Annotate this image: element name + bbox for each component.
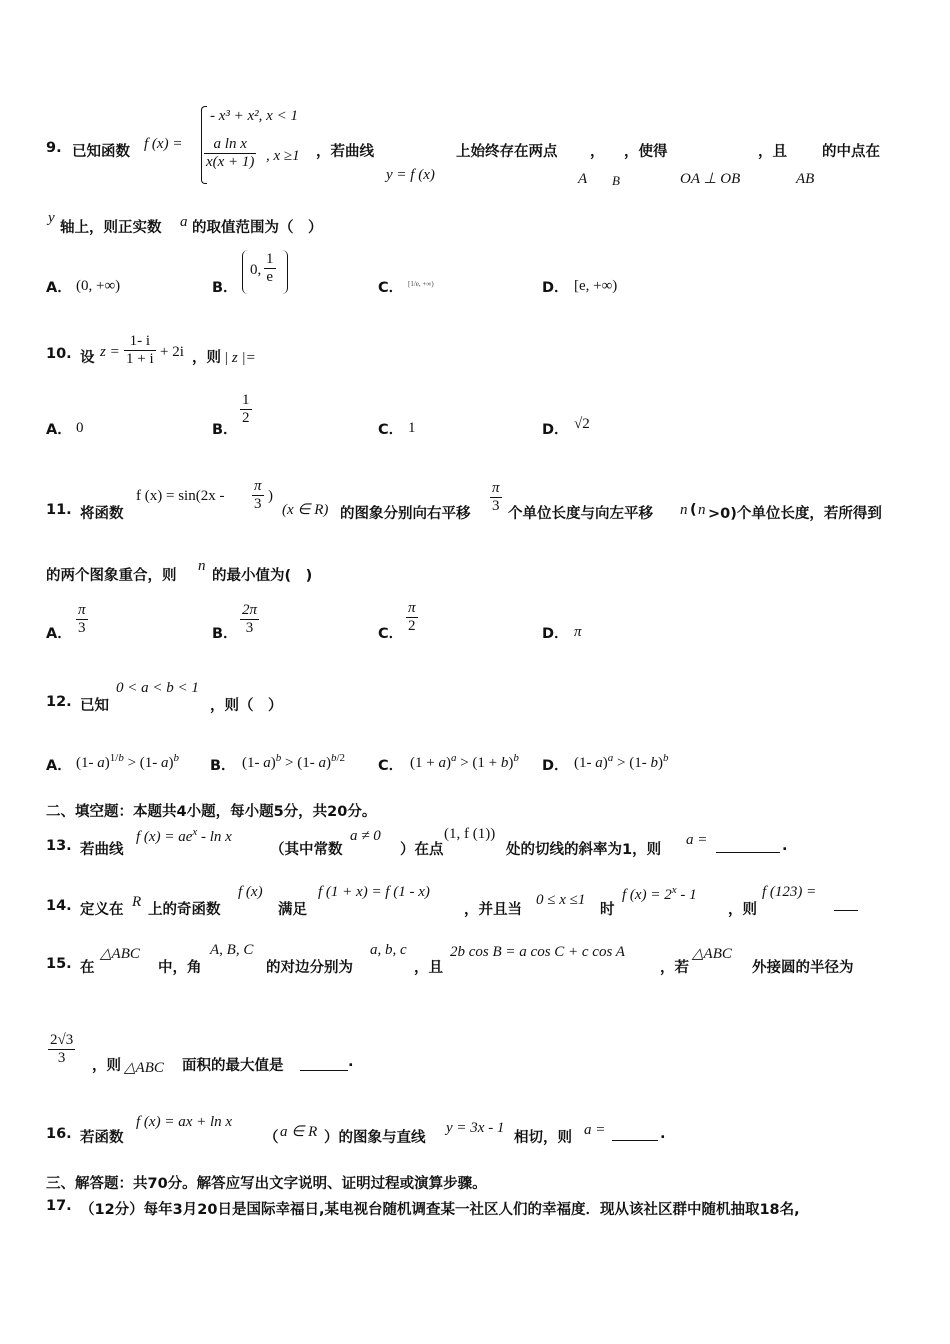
q15-answer-blank[interactable] — [300, 1070, 348, 1071]
q16-text3: 相切，则 — [514, 1130, 572, 1146]
q9-number: 9. — [46, 140, 62, 156]
q9-option-c-value: [1/e, +∞) — [408, 280, 434, 288]
q16-fx: f (x) = ax + ln x — [136, 1114, 233, 1130]
q9-text5: 的中点在 — [822, 144, 880, 160]
q13-answer-blank[interactable] — [716, 852, 780, 853]
q11-text1: 的图象分别向右平移 — [340, 506, 471, 522]
q15-text1: 中，角 — [158, 960, 202, 976]
q14-fx2: f $(x) = 2^x - 1$ — [622, 884, 697, 903]
q12-option-c-label: C． — [378, 758, 404, 774]
q9-perp: OA ⊥ OB — [680, 171, 741, 187]
q9-option-b-frac: $\frac{1}{e}$ — [266, 251, 274, 285]
q13-text2: ）在点 — [400, 842, 444, 858]
q9-option-a-value: (0, +∞) — [76, 278, 121, 294]
q16-number: 16. — [46, 1126, 72, 1142]
q11-text2: 个单位长度与向左平移 — [508, 506, 653, 522]
q10-option-c-label: C． — [378, 422, 404, 438]
q9-piece2-num: a ln x — [213, 136, 247, 152]
q9-fx: f (x) = — [144, 136, 183, 152]
q16-text1: （ — [264, 1130, 279, 1146]
q11-option-a-frac: $\frac{\pi}{3}$ — [78, 602, 86, 636]
q9-ab: AB — [796, 171, 815, 187]
q17-text: （12分）每年3月20日是国际幸福日,某电视台随机调查某一社区人们的幸福度．现从该社区群中随机抽取18名, — [80, 1202, 800, 1218]
q9-text1: ，若曲线 — [316, 144, 374, 160]
q9-sep: ， — [590, 144, 605, 160]
q11-option-b-frac: $\frac{2\pi}{3}$ — [242, 602, 258, 636]
q11-option-d-value: π — [574, 624, 582, 640]
q14-ask: f (123) = — [762, 884, 817, 900]
q10-option-b-label: B． — [212, 422, 238, 438]
q16-line: y = 3x - 1 — [446, 1120, 505, 1136]
q9-piece2-frac — [204, 136, 256, 170]
q9-option-a-label: A． — [46, 280, 72, 296]
q15-number: 15. — [46, 956, 72, 972]
q11-n2: n — [698, 502, 706, 518]
q13-end: . — [782, 838, 788, 854]
q9-option-c-label: C． — [378, 280, 404, 296]
q12-option-a-value: (1- a)$^{1/b}$ > (1- a)$^b$ — [76, 752, 180, 771]
q12-option-b-value: (1- a)$^b$ > (1- a)$^{b/2}$ — [242, 752, 346, 771]
q14-text3: ，并且当 — [464, 902, 522, 918]
q11-lead: 将函数 — [80, 506, 124, 522]
q10-lead: 设 — [80, 350, 95, 366]
q10-plus: + 2i — [160, 344, 184, 360]
q15-angles: A, B, C — [210, 942, 254, 958]
q14-equation: f (1 + x) = f (1 - x) — [318, 884, 430, 900]
q10-number: 10. — [46, 346, 72, 362]
q12-condition: 0 < a < b < 1 — [116, 680, 199, 696]
q9-piece1: - x³ + x², x < 1 — [210, 108, 298, 124]
q10-frac-den: 1 + i — [126, 350, 154, 367]
q14-fx: f (x) — [238, 884, 263, 900]
q9-option-b-label: B． — [212, 280, 238, 296]
q11-option-c-frac: $\frac{\pi}{2}$ — [408, 600, 416, 634]
q14-lead: 定义在 — [80, 902, 124, 918]
q10-frac — [124, 333, 156, 367]
q10-abs: | z |= — [224, 350, 256, 366]
q11-close: ) — [268, 488, 273, 504]
q15-text2: 的对边分别为 — [266, 960, 353, 976]
q11-number: 11. — [46, 502, 72, 518]
q11-option-b-label: B． — [212, 626, 238, 642]
q15-end: . — [348, 1054, 354, 1070]
q13-text3: 处的切线的斜率为1，则 — [506, 842, 662, 858]
q15-triangle: △ABC — [100, 946, 140, 962]
q14-text5: ，则 — [728, 902, 757, 918]
q9-point-a: A — [578, 171, 588, 187]
q9-text3: ，使得 — [624, 144, 668, 160]
q11-shift-frac: $\frac{\pi}{3}$ — [492, 480, 500, 514]
q9-option-b-zero: 0, — [250, 262, 262, 278]
q15-text6: ，则 — [92, 1058, 121, 1074]
q17-number: 17. — [46, 1198, 72, 1214]
q12-text1: ，则（ ） — [210, 698, 283, 714]
q12-option-d-label: D． — [542, 758, 569, 774]
q16-text2: ）的图象与直线 — [324, 1130, 426, 1146]
q16-answer-blank[interactable] — [612, 1140, 658, 1141]
q11-line2-b: 的最小值为( ) — [212, 568, 313, 584]
q14-r: R — [132, 894, 142, 910]
q11-domain: (x ∈ R) — [282, 502, 329, 518]
q11-line2-n: n — [198, 558, 206, 574]
q12-option-a-label: A． — [46, 758, 72, 774]
q16-answer-var: a = — [584, 1122, 606, 1138]
q10-option-c-value: 1 — [408, 420, 416, 436]
q15-lead: 在 — [80, 960, 95, 976]
q13-point: (1, f (1)) — [444, 826, 496, 842]
q9-option-d-label: D． — [542, 280, 569, 296]
q10-option-b-frac: $\frac{1}{2}$ — [242, 392, 250, 426]
q16-end: . — [660, 1126, 666, 1142]
q15-text4: ，若 — [660, 960, 689, 976]
q15-text3: ，且 — [414, 960, 443, 976]
q13-lead: 若曲线 — [80, 842, 124, 858]
q10-option-a-value: 0 — [76, 420, 84, 436]
q15-radius-frac: $\frac{2√3}{3}$ — [50, 1032, 74, 1066]
q11-n: n — [680, 502, 688, 518]
q15-triangle-3: △ABC — [124, 1060, 164, 1076]
q15-equation: 2b cos B = a cos C + c cos A — [450, 944, 625, 960]
q11-line2-a: 的两个图象重合，则 — [46, 568, 177, 584]
q15-text5: 外接圆的半径为 — [752, 960, 854, 976]
q16-condition: a ∈ R — [280, 1124, 318, 1140]
q10-option-a-label: A． — [46, 422, 72, 438]
q11-pi-frac: $\frac{\pi}{3}$ — [254, 478, 262, 512]
q12-option-d-value: (1- a)$^a$ > (1- b)$^b$ — [574, 752, 669, 771]
q12-option-b-label: B． — [210, 758, 236, 774]
q15-sides: a, b, c — [370, 942, 407, 958]
q14-number: 14. — [46, 898, 72, 914]
q9-line2-y: y — [48, 210, 55, 226]
q12-number: 12. — [46, 694, 72, 710]
q9-curve: y = f (x) — [386, 167, 435, 183]
q9-point-b: B — [612, 173, 620, 188]
q15-text7: 面积的最大值是 — [182, 1058, 284, 1074]
q9-text2: 上始终存在两点 — [456, 144, 558, 160]
q14-range: 0 ≤ x ≤1 — [536, 892, 586, 908]
q11-option-a-label: A． — [46, 626, 72, 642]
section-2-heading: 二、填空题：本题共4小题，每小题5分，共20分。 — [46, 804, 377, 820]
q13-text1: （其中常数 — [270, 842, 343, 858]
q10-text1: ，则 — [192, 350, 221, 366]
q12-lead: 已知 — [80, 698, 109, 714]
q14-answer-blank[interactable] — [834, 910, 858, 911]
q10-frac-num: 1- i — [129, 333, 151, 349]
q9-line2-a: 轴上，则正实数 — [60, 220, 162, 236]
q9-piece2-den: x(x + 1) — [206, 153, 255, 170]
q11-fx: f (x) = sin(2x - — [136, 488, 225, 504]
q12-option-c-value: $(1 + a)^a > (1 + b)^b$ — [410, 752, 519, 771]
q16-lead: 若函数 — [80, 1130, 124, 1146]
q9-lead: 已知函数 — [72, 144, 130, 160]
q9-text4: ，且 — [758, 144, 787, 160]
q10-option-d-value: √2 — [574, 416, 590, 432]
q15-triangle-2: △ABC — [692, 946, 732, 962]
q11-option-c-label: C． — [378, 626, 404, 642]
q9-line2-b: 的取值范围为（ ） — [192, 220, 323, 236]
q13-condition: a ≠ 0 — [350, 828, 381, 844]
q9-line2-var: a — [180, 214, 188, 230]
q11-text4: >0)个单位长度，若所得到 — [708, 506, 882, 522]
section-3-heading: 三、解答题：共70分。解答应写出文字说明、证明过程或演算步骤。 — [46, 1176, 487, 1192]
q9-piece2-cond: , x ≥1 — [266, 148, 300, 164]
q11-option-d-label: D． — [542, 626, 569, 642]
q13-answer-var: a = — [686, 832, 708, 848]
q11-text3: ( — [690, 502, 697, 518]
q14-text2: 满足 — [278, 902, 307, 918]
q9-option-d-value: [e, +∞) — [574, 278, 618, 294]
q13-expr: f $(x) = ae^x - \ln x$ — [136, 826, 232, 845]
q14-text4: 时 — [600, 902, 615, 918]
q13-number: 13. — [46, 838, 72, 854]
q14-text1: 上的奇函数 — [148, 902, 221, 918]
q10-option-d-label: D． — [542, 422, 569, 438]
q10-z: z = — [100, 344, 120, 360]
